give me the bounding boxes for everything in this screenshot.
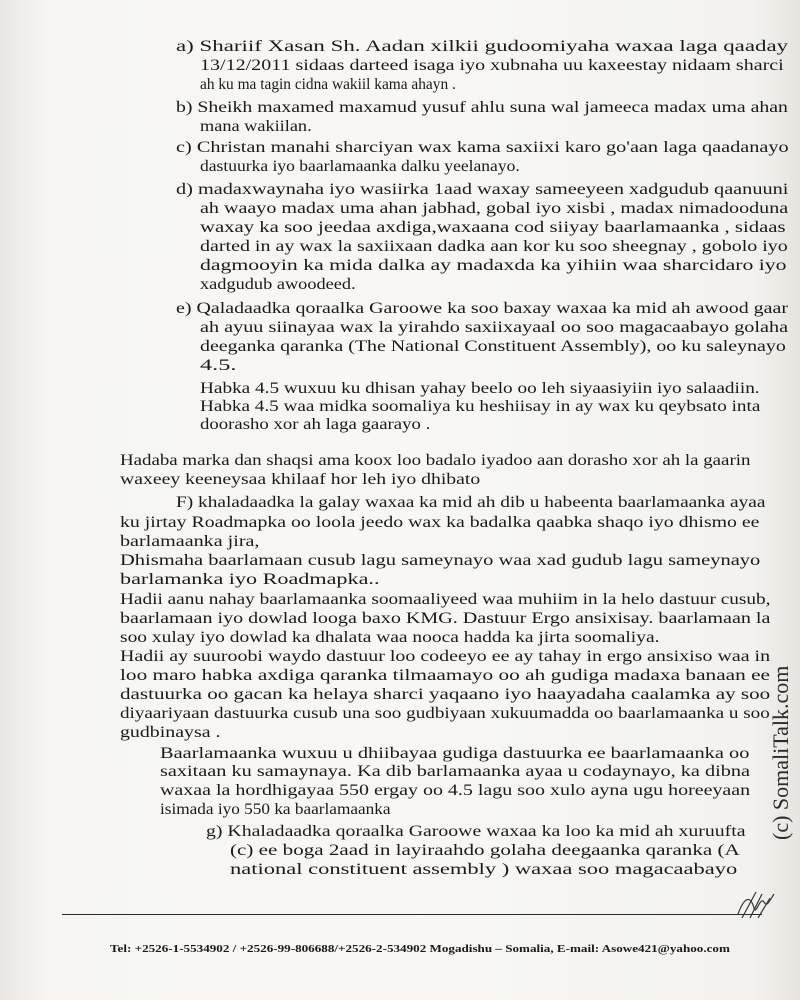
text-line: saxitaan ku samaynaya. Ka dib barlamaanka ayaa u codaynayo, ka dibna [160,763,751,780]
text-line: g) Khaladaadka qoraalka Garoowe waxaa ka loo ka mid ah xuruufta [206,823,746,840]
text-line: xadgudub awoodeed. [200,276,356,293]
text-line: doorasho xor ah laga gaarayo . [200,416,431,433]
text-line: loo maro habka axdiga qaranka tilmaamayo oo ah gudiga madaxa banaan ee [120,667,770,684]
text-line: c) Christan manahi sharciyan wax kama saxiixi karo go'aan laga qaadanayo [176,139,789,156]
watermark [728,610,793,850]
text-line: Dhismaha baarlamaan cusub lagu sameynayo waa xad gudub lagu sameynayo [120,552,761,569]
text-line: Hadii ay suuroobi waydo dastuur loo codeeyo ee ay tahay in ergo ansixiso waa in [120,648,771,665]
text-line: Habka 4.5 wuxuu ku dhisan yahay beelo oo leh siyaasiyiin iyo salaadiin. [200,380,760,397]
text-line: d) madaxwaynaha iyo wasiirka 1aad waxay sameeyeen xadgudub qaanuuni [176,181,789,198]
text-line: ah ayuu siinayaa wax la yirahdo saxiixayaal oo soo magacaabayo golaha [200,319,789,336]
text-line: ku jirtay Roadmapka oo loola jeedo wax ka badalka qaabka shaqo iyo dhismo ee [120,514,760,531]
text-line: barlamaanka jira, [120,533,260,550]
text-line: 13/12/2011 sidaas darteed isaga iyo xubnaha uu kaxeestay nidaam sharci [200,57,784,74]
text-line: isimada iyo 550 ka baarlamaanka [160,801,391,818]
signature-mark-icon [736,888,776,922]
text-line: ah waayo madax uma ahan jabhad, gobal iyo xisbi , madax nimadooduna [200,200,789,217]
text-line: mana wakiilan. [200,118,312,135]
text-line: dastuurka oo gacan ka helaya sharci yaqaano iyo haayadaha caalamka ay soo [120,686,771,703]
footer-contact: Tel: +2526-1-5534902 / +2526-99-806688/+2526-2-534902 Mogadishu – Somalia, E-mail: Asowe421@yahoo.com [110,944,730,955]
text-line: e) Qaladaadka qoraalka Garoowe ka soo baxay waxaa ka mid ah awood gaar [176,300,788,317]
text-line: F) khaladaadka la galay waxaa ka mid ah dib u habeenta baarlamaanka ayaa [176,494,766,511]
footer-rule [62,914,762,915]
text-line: Hadaba marka dan shaqsi ama koox loo badalo iyadoo aan dorasho xor ah la gaarin [120,452,751,469]
text-line: dastuurka iyo baarlamaanka dalku yeelanayo. [200,158,520,175]
text-line: soo xulay iyo dowlad ka dhalata waa nooca hadda ka jirta soomaliya. [120,629,660,646]
text-line: ah ku ma tagin cidna wakiil kama ahayn . [200,76,456,93]
text-line: (c) ee boga 2aad in layiraahdo golaha deegaanka qaranka (A [230,842,740,859]
text-line: dagmooyin ka mida dalka ay madaxda ka yihiin waa sharcidaro iyo [200,257,787,274]
text-line: Hadii aanu nahay baarlamaanka soomaaliyeed waa muhiim in la helo dastuur cusub, [120,591,771,608]
text-line: waxay ka soo jeedaa axdiga,waxaana cod siiyay baarlamaanka , sidaas [200,219,786,236]
text-line: b) Sheikh maxamed maxamud yusuf ahlu suna wal jameeca madax uma ahan [176,99,788,116]
text-line: national constituent assembly ) waxaa soo magacaabayo [230,861,738,878]
watermark-text: (c) SomaliTalk.com [768,665,793,840]
text-line: waxeey keeneysaa khilaaf hor leh iyo dhibato [120,471,481,488]
text-line: deeganka qaranka (The National Constituent Assembly), oo ku saleynayo [200,338,786,355]
text-line: Baarlamaanka wuxuu u dhiibayaa gudiga dastuurka ee baarlamaanka oo [160,745,750,762]
text-line: Habka 4.5 waa midka soomaliya ku heshiisay in ay wax ku qeybsato inta [200,398,761,415]
text-line: gudbinaysa . [120,724,221,741]
text-line: diyaariyaan dastuurka cusub una soo gudbiyaan xukuumadda oo baarlamaanka u soo [120,705,770,722]
text-line: 4.5. [200,357,237,374]
text-line: a) Shariif Xasan Sh. Aadan xilkii gudoomiyaha waxaa laga qaaday [176,38,789,55]
text-line: baarlamaan iyo dowlad looga baxo KMG. Dastuur Ergo ansixisay. baarlamaan la [120,610,771,627]
text-line: waxaa la hordhigayaa 550 ergay oo 4.5 lagu soo xulo ayna ugu horeeyaan [160,782,751,799]
text-line: darted in ay wax la saxiixaan dadka aan kor ku soo sheegnay , gobolo iyo [200,238,788,255]
text-line: barlamanka iyo Roadmapka.. [120,571,380,588]
